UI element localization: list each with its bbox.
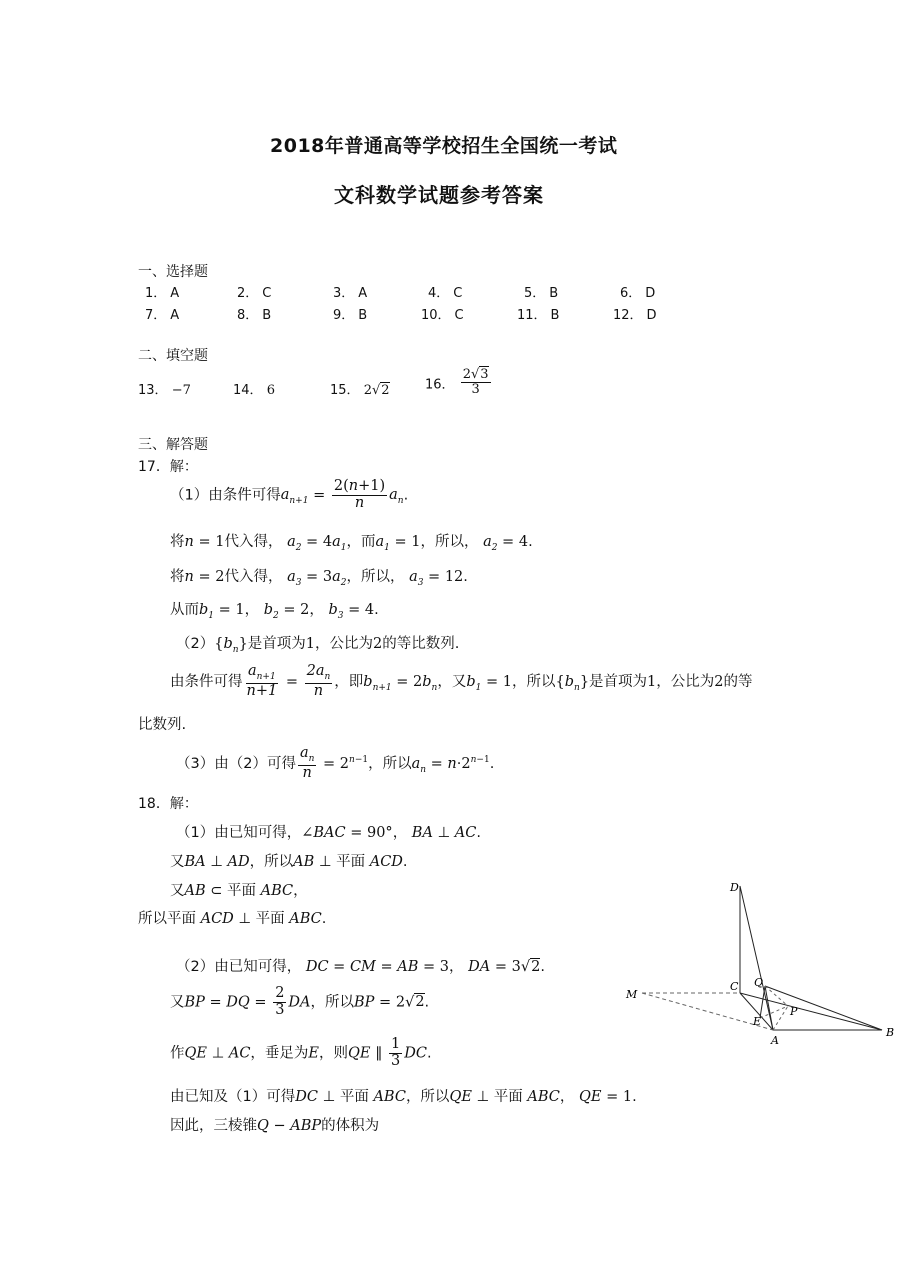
choice-answer-number: 4．	[428, 286, 450, 301]
section-heading-solution: 三、解答题	[138, 437, 208, 453]
choice-answer-number: 3．	[333, 286, 355, 301]
p18-line7: 作QE ⊥ AC，垂足为E，则QE ∥ $\frac{1}{3}$ DC.	[170, 1036, 432, 1069]
choice-answer-3	[333, 282, 367, 301]
problem-18-label: 18．解：	[138, 796, 198, 812]
figure-label-p: P	[790, 1005, 798, 1018]
p18-line3: 又AB ⊂ 平面 ABC，	[170, 883, 308, 899]
choice-answer-value: D	[646, 308, 657, 323]
choice-answer-value: B	[262, 308, 272, 323]
p17-line1: （1）由条件可得$a_{n+1}$ = $\frac{2(n+1)}{n}$ $a_n$.	[170, 478, 409, 511]
choice-answer-11	[517, 304, 559, 323]
figure-label-d: D	[730, 881, 739, 894]
choice-answer-value: B	[550, 308, 560, 323]
choice-answer-number: 10．	[421, 308, 451, 323]
choice-answer-number: 8．	[237, 308, 259, 323]
p18-line5: （2）由已知可得， DC = CM = AB = 3， DA = 3√2.	[176, 959, 545, 975]
choice-answer-value: B	[358, 308, 368, 323]
choice-answer-6	[620, 282, 655, 301]
choice-answer-number: 12．	[613, 308, 643, 323]
geometry-figure	[620, 878, 900, 1048]
p17-line3: 将n = 2代入得， $a_3 = 3a_2$，所以， $a_3 = 12$.	[170, 569, 468, 588]
choice-answer-number: 6．	[620, 286, 642, 301]
choice-answer-2	[237, 282, 271, 301]
choice-answer-number: 9．	[333, 308, 355, 323]
choice-answer-4	[428, 282, 462, 301]
choice-answer-value: A	[170, 286, 180, 301]
figure-label-b: B	[886, 1026, 895, 1039]
page-title: 2018年普通高等学校招生全国统一考试	[270, 135, 618, 157]
problem-17-label: 17．解：	[138, 459, 198, 475]
figure-label-m: M	[626, 988, 638, 1001]
choice-answer-number: 5．	[524, 286, 546, 301]
fill-answer-14: 14． 6	[233, 383, 275, 398]
choice-answer-8	[237, 304, 271, 323]
choice-answer-number: 7．	[145, 308, 167, 323]
figure-label-c: C	[730, 980, 739, 993]
p18-line9: 因此，三棱锥Q − ABP的体积为	[170, 1118, 380, 1134]
choice-answer-value: C	[453, 286, 463, 301]
section-heading-fill: 二、填空题	[138, 348, 208, 364]
p18-line4: 所以平面 ACD ⊥ 平面 ABC.	[138, 911, 327, 927]
choice-answer-value: C	[262, 286, 272, 301]
choice-answer-number: 11．	[517, 308, 547, 323]
choice-answer-value: C	[454, 308, 464, 323]
page-subtitle: 文科数学试题参考答案	[334, 183, 544, 207]
p18-line6: 又BP = DQ = $\frac{2}{3}$ DA，所以BP = 2√2.	[170, 985, 430, 1018]
p17-line2: 将n = 1代入得， $a_2 = 4a_1$，而$a_1 = 1$，所以， $a_2 = 4$.	[170, 534, 533, 553]
figure-label-a: A	[771, 1034, 779, 1047]
choice-answer-9	[333, 304, 367, 323]
p18-line1: （1）由已知可得，∠BAC = 90°， BA ⊥ AC.	[176, 825, 481, 841]
choice-answer-value: B	[549, 286, 559, 301]
choice-answer-7	[145, 304, 179, 323]
p17-line6: 由条件可得 $\frac{a_{n+1}}{n+1}$ = $\frac{2a_n}{n}$ ，即$b_{n+1} = 2b_n$，又$b_1 = 1$，所以$\{b_n\}$是首项为1，公比为2的等	[170, 663, 753, 699]
choice-answer-number: 1．	[145, 286, 167, 301]
figure-label-q: Q	[754, 976, 764, 989]
p17-line4: 从而$b_1 = 1$， $b_2 = 2$， $b_3 = 4$.	[170, 602, 379, 621]
choice-answer-value: A	[358, 286, 368, 301]
figure-label-e: E	[753, 1015, 762, 1028]
p18-line8: 由已知及（1）可得DC ⊥ 平面 ABC，所以QE ⊥ 平面 ABC， QE = 1.	[170, 1089, 637, 1105]
choice-answer-number: 2．	[237, 286, 259, 301]
p17-line7: 比数列.	[138, 717, 187, 733]
choice-answer-5	[524, 282, 558, 301]
p18-line2: 又BA ⊥ AD，所以AB ⊥ 平面 ACD.	[170, 854, 408, 870]
choice-answer-12	[613, 304, 657, 323]
fill-answer-15: 15． 2√2	[330, 383, 390, 398]
choice-answer-10	[421, 304, 464, 323]
p17-line8: （3）由（2）可得 $\frac{a_n}{n}$ = $2^{n-1}$，所以$a_n = n\cdot 2^{n-1}$.	[176, 745, 495, 781]
choice-answer-value: D	[645, 286, 656, 301]
choice-answer-value: A	[170, 308, 180, 323]
section-heading-choice: 一、选择题	[138, 264, 208, 280]
choice-answer-1	[145, 282, 179, 301]
fill-answer-13: 13． −7	[138, 383, 191, 398]
p17-line5: $(2)\{b_n\}$是首项为1，公比为2的等比数列.	[176, 636, 460, 655]
fill-answer-16: 16． $\frac{2√3}{3}$	[425, 367, 489, 398]
